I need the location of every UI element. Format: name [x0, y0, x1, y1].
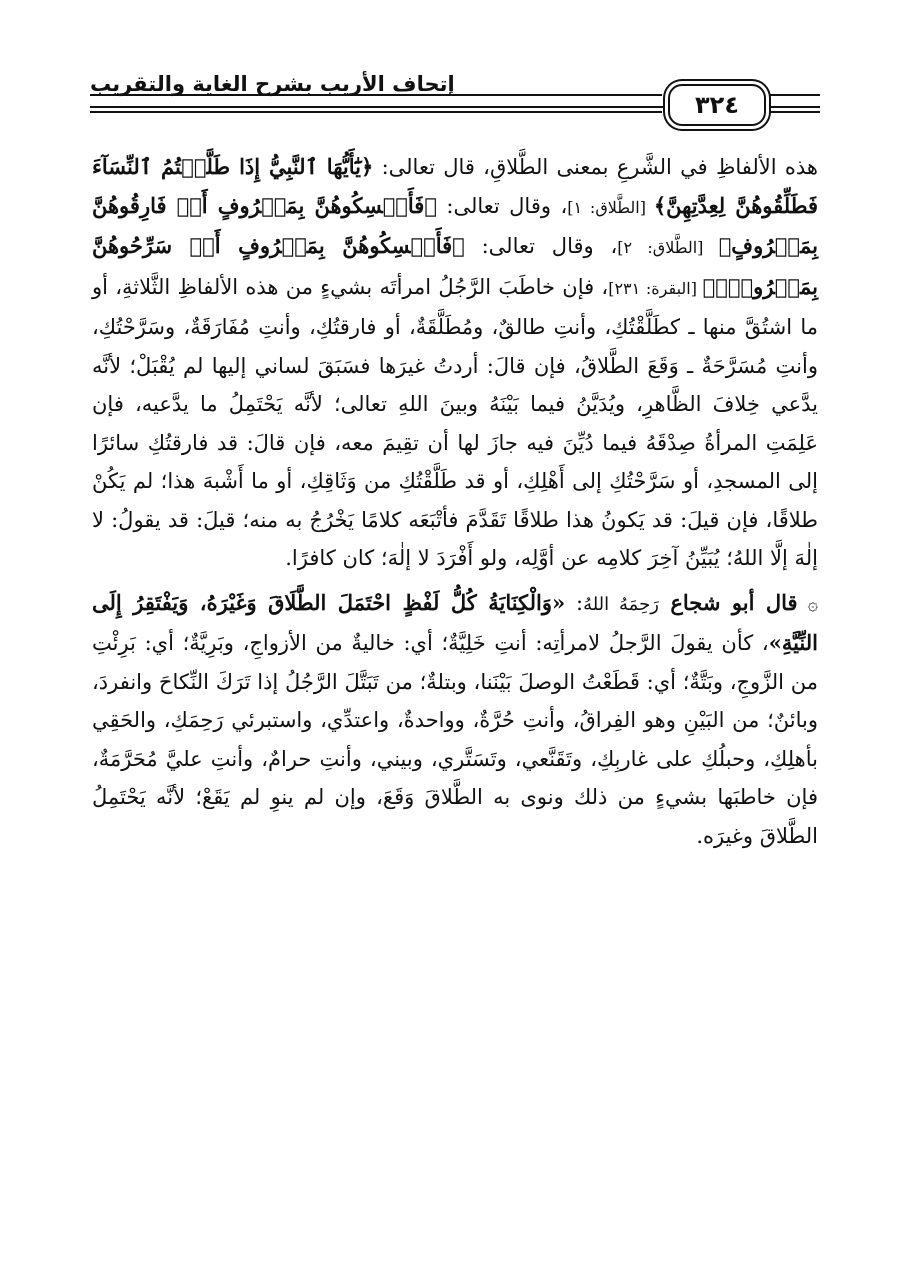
text-segment: :: [565, 590, 584, 615]
body-text: [92, 148, 818, 855]
page-number: ٣٢٤: [695, 91, 739, 119]
section-marker-icon: ۞: [797, 593, 818, 615]
header-double-rule-right: [768, 94, 820, 113]
quran-verse: ﴿فَأَمۡسِكُوهُنَّ بِمَعۡرُوفٍ أَوۡ سَرِّحُوهُنَّ بِمَعۡرُوفٖۚ﴾: [92, 233, 818, 299]
running-header-title: إتحاف الأريب بشرح الغاية والتقريب: [90, 72, 455, 96]
verse-reference: [الطَّلاق: ٢]: [617, 238, 719, 257]
text-segment: ، فإن خاطَبَ الرَّجُلُ امرأتَه بشيءٍ من هذه الألفاظِ الثَّلاثةِ، أو ما اشتُقَّ منها ـ كطَلَّقْتُكِ، وأنتِ طالقٌ، ومُطَلَّقَةٌ، أو فارقتُكِ، وأنتِ مُفَارَقَةٌ، وسَرَّحْتُكِ، وأنتِ مُسَرَّحَةٌ ـ وَقَعَ الطَّلاقُ، فإن قالَ: أردتُ غيرَها فسَبَقَ لساني إليها لم يُقْبَلْ؛ لأنَّه يدَّعي خِلافَ الظَّاهرِ، ويُدَيَّنُ فيما بَيْنَهُ وبينَ اللهِ تعالى؛ لأنَّه يَحْتَمِلُ ما يدَّعيه، فإن عَلِمَتِ المرأةُ صِدْقَهُ فيما دُيِّنَ فيه جازَ لها أن تقِيمَ معه، فإن قالَ: قد فارقتُكِ سائرًا إلى المسجدِ، أو سَرَّحْتُكِ إلى أَهْلِكِ، أو قد طَلَّقْتُكِ من وَثَاقِكِ، أو ما أَشْبهَ هذا؛ لم يَكُنْ طلاقًا، فإن قيلَ: قد يَكونُ هذا طلاقًا تَقَدَّمَ فأتْبَعَه كلامًا يَخْرُجُ به منه؛ قيلَ: قد يقولُ: لا إلٰهَ إلَّا اللهُ؛ يُبَيِّنُ آخِرَ كلامِه عن أوَّلِه، ولو أَفْرَدَ لا إلٰهَ؛ كان كافرًا.: [92, 274, 818, 570]
text-segment: هذه الألفاظِ في الشَّرعِ بمعنى الطَّلاقِ، قال تعالى:: [373, 155, 818, 179]
verse-reference: [الطَّلاق: ١]: [567, 197, 654, 217]
header-double-rule-left: [90, 94, 662, 113]
page-number-badge: [668, 84, 766, 126]
lead-text: قال أبو شجاع: [658, 589, 798, 615]
quran-verse: ﴿يَٰٓأَيُّهَا ٱلنَّبِيُّ إِذَا طَلَّقۡتُمُ ٱلنِّسَآءَ فَطَلِّقُوهُنَّ لِعِدَّتِهِنَّ﴾: [92, 154, 818, 218]
quran-verse: ﴿فَأَمۡسِكُوهُنَّ بِمَعۡرُوفٍ أَوۡ فَارِقُوهُنَّ بِمَعۡرُوفٍ﴾: [92, 192, 818, 258]
verse-reference: [البقرة: ٢٣١]: [608, 278, 703, 298]
text-segment: ، كأن يقولَ الرَّجلُ لامرأتِه: أنتِ خَلِيَّةٌ؛ أي: خاليةٌ من الأزواجِ، وبَرِيَّةٌ؛ أي: بَرِئْتِ من الزَّوجِ، وبَتَّةٌ؛ أي: قَطَعْتُ الوصلَ بَيْنَنا، وبتلةٌ؛ من تَبَتَّلَ الرَّجُلُ إذا تَرَكَ النِّكاحَ وانفردَ، وبائنٌ؛ من البَيْنِ وهو الفِراقُ، وأنتِ حُرَّةٌ، وواحدةٌ، واعتدِّي، واستبرئي رَحِمَكِ، والحَقِي بأهلِكِ، وحبلُكِ على غاربِكِ، وتَقَنَّعي، وتَسَتَّري، وبيني، وأنتِ حرامٌ، وأنتِ عليَّ مُحَرَّمَةٌ، فإن خاطبَها بشيءٍ من ذلك ونوى به الطَّلاقَ وَقَعَ، وإن لم ينوِ لم يَقَعْ؛ لأنَّه يَحْتَمِلُ الطَّلاقَ وغيرَه.: [92, 631, 818, 848]
text-segment: ، وقال تعالى:: [464, 234, 618, 258]
paragraph: [92, 584, 818, 856]
text-segment: ، وقال تعالى:: [436, 193, 568, 218]
honorific-glyph: رَحِمَهُ اللهُ: [583, 593, 659, 615]
matn-quote: «وَالْكِنَايَةُ كُلُّ لَفْظٍ احْتَمَلَ الطَّلَاقَ وَغَيْرَهُ، وَيَفْتَقِرُ إِلَى النِّيَّةِ»: [92, 589, 818, 655]
paragraph: [92, 148, 818, 578]
